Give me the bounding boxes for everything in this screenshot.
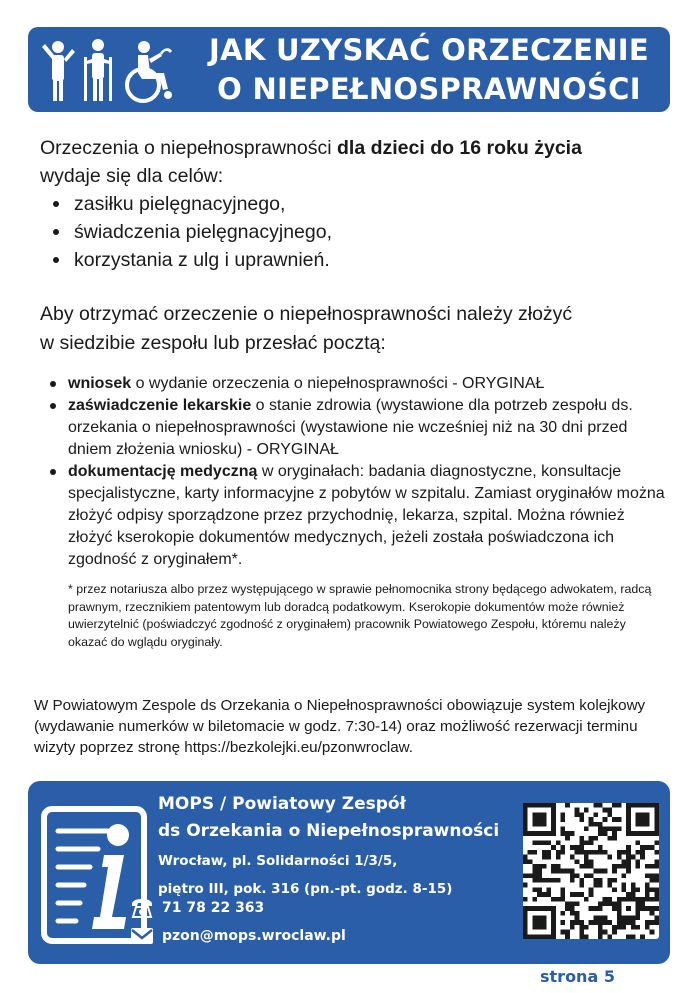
header-banner — [28, 27, 670, 112]
office-name — [158, 791, 558, 845]
title-line-2: O NIEPEŁNOSPRAWNOŚCI — [217, 72, 641, 106]
document-name: zaświadczenie lekarskie — [68, 397, 252, 414]
intro-text-before: Orzeczenia o niepełnosprawności — [40, 137, 337, 159]
office-name-line-2: ds Orzekania o Niepełnosprawności — [158, 821, 500, 841]
title-line-1: JAK UZYSKAĆ ORZECZENIE — [209, 33, 649, 67]
page-title — [194, 31, 664, 109]
envelope-icon — [130, 926, 154, 946]
footnote: * przez notariusza albo przez występującego w sprawie pełnomocnika strony będącego adwokatem, radcą prawnym, rzecznikiem patentowym lub doradcą podatkowym. Kserokopie dokumentów może również uwierzytelnić (poświadczyć zgodność z oryginałem) pracownik Powiatowego Zespołu, któremu należy okazać do wglądu oryginały. — [68, 582, 652, 649]
phone-row[interactable] — [130, 896, 510, 920]
intro-text-bold: dla dzieci do 16 roku życia — [337, 137, 582, 159]
phone-number[interactable]: 71 78 22 363 — [162, 900, 265, 916]
documents-list — [48, 373, 668, 571]
address-line-2: piętro III, pok. 316 (pn.-pt. godz. 8-15) — [158, 881, 453, 897]
requirements-intro — [40, 300, 670, 358]
document-desc: w oryginałach: badania diagnostyczne, konsultacje specjalistyczne, karty informacyjne z pobytów w szpitalu. Zamiast oryginałów można złożyć odpisy sporządzone przez przychodnię, lekarza, szpital. Można również złożyć kserokopie dokumentów medycznych, jeżeli została poświadczona ich zgodność z oryginałem*. — [68, 463, 665, 568]
intro-text — [40, 134, 670, 190]
list-item — [48, 461, 668, 571]
page-number: strona 5 — [540, 967, 615, 986]
address-line-1: Wrocław, pl. Solidarności 1/3/5, — [158, 853, 398, 869]
qr-code-icon[interactable] — [523, 803, 659, 939]
document-desc: o wydanie orzeczenia o niepełnosprawności - ORYGINAŁ — [131, 375, 545, 392]
requirements-intro-line-2: w siedzibie zespołu lub przesłać pocztą: — [40, 332, 386, 354]
list-item — [48, 395, 668, 461]
list-item — [48, 373, 668, 395]
document-name: dokumentację medyczną — [68, 463, 258, 480]
intro-section — [40, 134, 670, 274]
email-row[interactable] — [130, 924, 510, 948]
email-address[interactable]: pzon@mops.wroclaw.pl — [162, 928, 346, 944]
queue-system-note: W Powiatowym Zespole ds Orzekania o Niepełnosprawności obowiązuje system kolejkowy (wydawanie numerków w biletomacie w godz. 7:30-14) oraz możliwość rezerwacji terminu wizyty poprzez stronę https://bezkolejki.eu/pzonwroclaw. — [34, 697, 646, 756]
phone-icon — [130, 898, 154, 918]
document-name: wniosek — [68, 375, 132, 392]
list-item: korzystania z ulg i uprawnień. — [40, 246, 670, 274]
people-with-disabilities-icon — [40, 35, 180, 105]
list-item: świadczenia pielęgnacyjnego, — [40, 218, 670, 246]
purpose-list — [40, 190, 670, 274]
requirements-intro-line-1: Aby otrzymać orzeczenie o niepełnosprawności należy złożyć — [40, 303, 573, 325]
office-name-line-1: MOPS / Powiatowy Zespół — [158, 794, 406, 814]
document-desc: o stanie zdrowia (wystawione dla potrzeb zespołu ds. orzekania o niepełnosprawności (wystawione nie wcześniej niż na 30 dni przed dniem złożenia wniosku) - ORYGINAŁ — [68, 397, 633, 458]
office-address — [158, 847, 558, 903]
intro-text-after: wydaje się dla celów: — [40, 165, 224, 187]
list-item: zasiłku pielęgnacyjnego, — [40, 190, 670, 218]
